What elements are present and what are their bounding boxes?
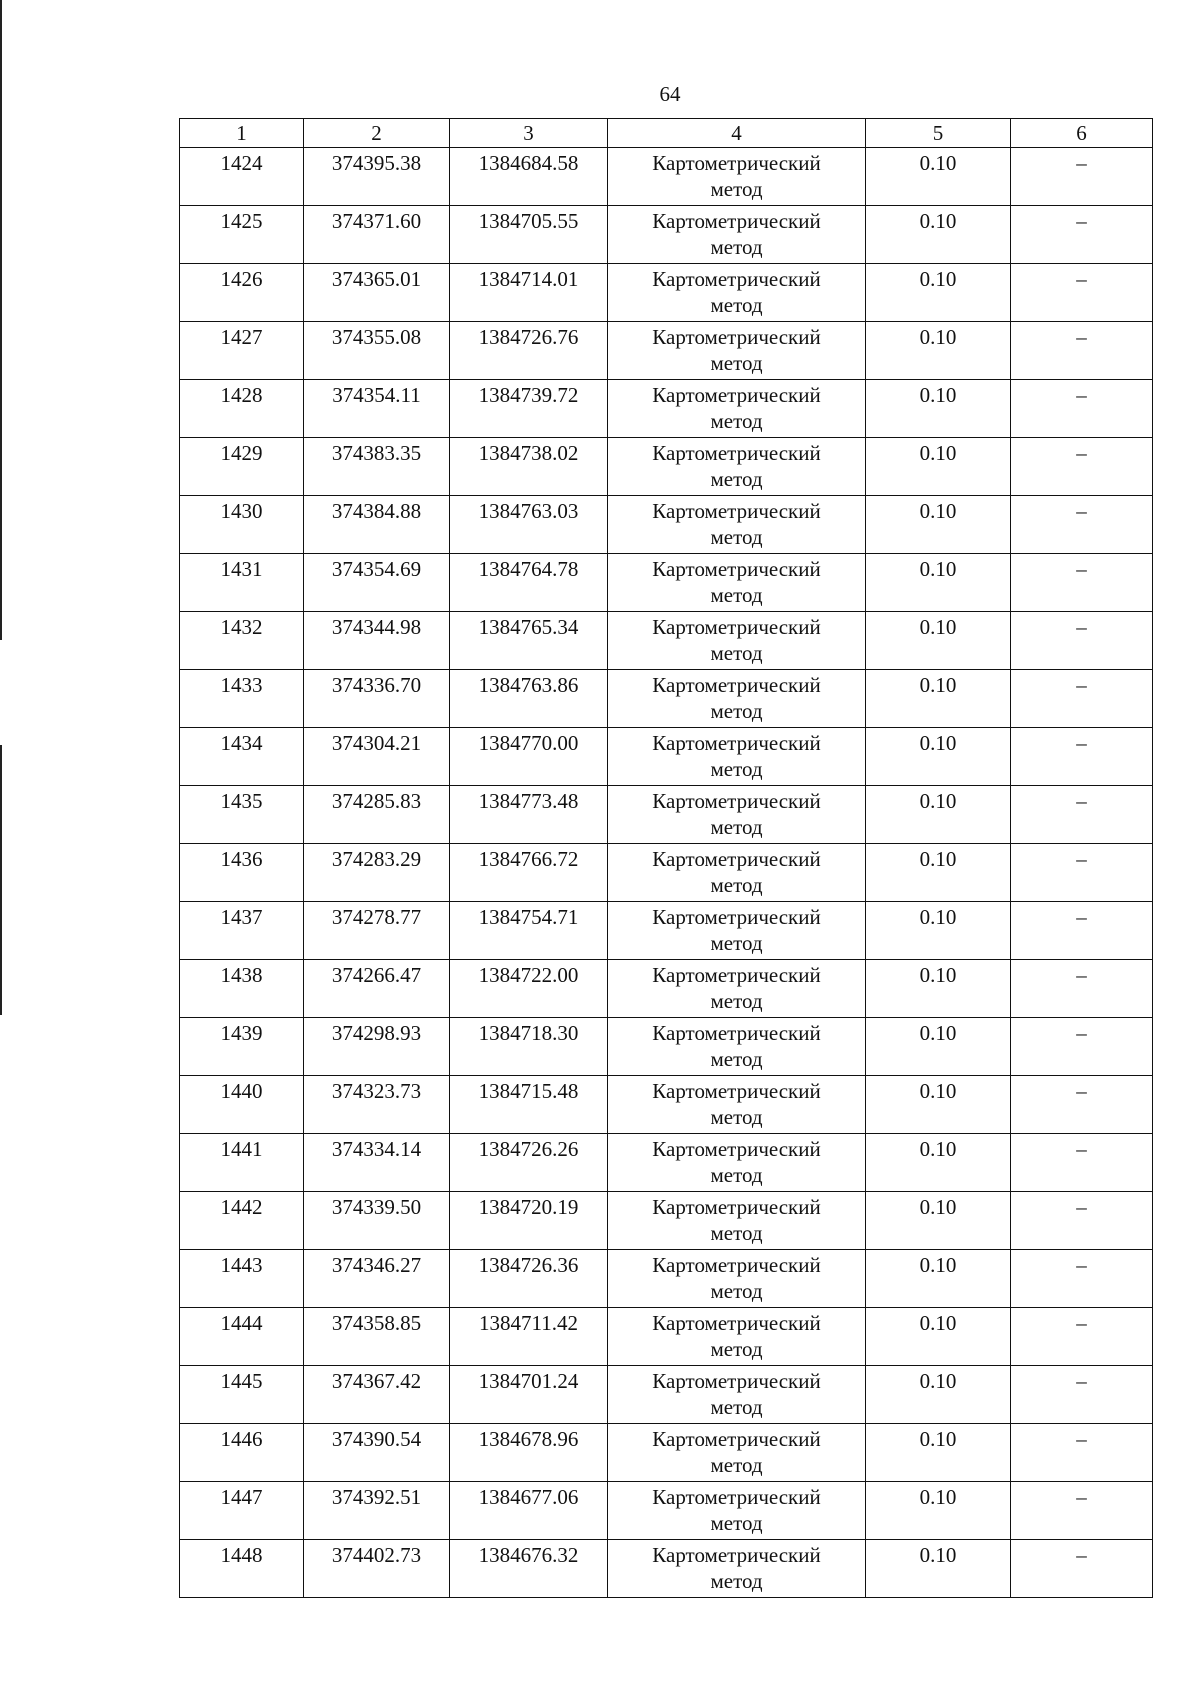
method-cell (608, 670, 866, 728)
point-number: 1426 (180, 264, 304, 322)
method-cell (608, 786, 866, 844)
method-line-1: Картометрический (652, 1485, 821, 1509)
accuracy-value: 0.10 (866, 844, 1011, 902)
table-row (180, 554, 1153, 612)
method-cell (608, 1076, 866, 1134)
accuracy-value: 0.10 (866, 1540, 1011, 1598)
page-number: 64 (659, 82, 681, 106)
note-value: – (1011, 1192, 1153, 1250)
scan-edge-top (0, 0, 2, 640)
table-row (180, 1366, 1153, 1424)
coordinate-x: 374395.38 (304, 148, 450, 206)
coordinate-y: 1384766.72 (450, 844, 608, 902)
table-row (180, 148, 1153, 206)
method-line-2: метод (710, 989, 763, 1013)
method-cell (608, 902, 866, 960)
note-value: – (1011, 902, 1153, 960)
method-cell (608, 496, 866, 554)
method-cell (608, 322, 866, 380)
column-header-3: 3 (450, 119, 608, 148)
method-line-2: метод (710, 1395, 763, 1419)
coordinate-x: 374383.35 (304, 438, 450, 496)
coordinate-x: 374354.11 (304, 380, 450, 438)
coordinate-x: 374402.73 (304, 1540, 450, 1598)
method-cell (608, 1308, 866, 1366)
column-header-1: 1 (180, 119, 304, 148)
coordinate-y: 1384714.01 (450, 264, 608, 322)
coordinates-table (179, 118, 1153, 1598)
method-line-2: метод (710, 235, 763, 259)
accuracy-value: 0.10 (866, 322, 1011, 380)
method-line-2: метод (710, 873, 763, 897)
note-value: – (1011, 1366, 1153, 1424)
table-row (180, 844, 1153, 902)
method-line-2: метод (710, 1569, 763, 1593)
method-line-1: Картометрический (652, 267, 821, 291)
point-number: 1444 (180, 1308, 304, 1366)
method-line-2: метод (710, 1279, 763, 1303)
coordinate-y: 1384701.24 (450, 1366, 608, 1424)
accuracy-value: 0.10 (866, 1192, 1011, 1250)
method-line-1: Картометрический (652, 1021, 821, 1045)
coordinate-y: 1384739.72 (450, 380, 608, 438)
note-value: – (1011, 1540, 1153, 1598)
method-line-1: Картометрический (652, 151, 821, 175)
note-value: – (1011, 844, 1153, 902)
method-line-1: Картометрический (652, 789, 821, 813)
method-line-2: метод (710, 583, 763, 607)
point-number: 1440 (180, 1076, 304, 1134)
note-value: – (1011, 1076, 1153, 1134)
table-row (180, 1134, 1153, 1192)
scan-edge-middle (0, 745, 2, 1015)
note-value: – (1011, 1308, 1153, 1366)
table-row (180, 960, 1153, 1018)
accuracy-value: 0.10 (866, 554, 1011, 612)
accuracy-value: 0.10 (866, 496, 1011, 554)
coordinate-x: 374339.50 (304, 1192, 450, 1250)
coordinate-y: 1384678.96 (450, 1424, 608, 1482)
table-row (180, 438, 1153, 496)
method-cell (608, 1366, 866, 1424)
method-line-2: метод (710, 1163, 763, 1187)
point-number: 1447 (180, 1482, 304, 1540)
method-cell (608, 380, 866, 438)
coordinate-y: 1384720.19 (450, 1192, 608, 1250)
method-line-2: метод (710, 815, 763, 839)
point-number: 1434 (180, 728, 304, 786)
method-line-2: метод (710, 1511, 763, 1535)
method-line-1: Картометрический (652, 963, 821, 987)
table-row (180, 380, 1153, 438)
table-row (180, 1018, 1153, 1076)
note-value: – (1011, 960, 1153, 1018)
coordinate-x: 374365.01 (304, 264, 450, 322)
point-number: 1428 (180, 380, 304, 438)
coordinate-y: 1384677.06 (450, 1482, 608, 1540)
method-cell (608, 728, 866, 786)
coordinate-x: 374278.77 (304, 902, 450, 960)
note-value: – (1011, 554, 1153, 612)
method-line-1: Картометрический (652, 1543, 821, 1567)
coordinate-x: 374304.21 (304, 728, 450, 786)
method-cell (608, 554, 866, 612)
note-value: – (1011, 206, 1153, 264)
accuracy-value: 0.10 (866, 1250, 1011, 1308)
note-value: – (1011, 1424, 1153, 1482)
coordinate-y: 1384726.36 (450, 1250, 608, 1308)
accuracy-value: 0.10 (866, 1134, 1011, 1192)
table-row (180, 786, 1153, 844)
method-cell (608, 1018, 866, 1076)
accuracy-value: 0.10 (866, 612, 1011, 670)
accuracy-value: 0.10 (866, 380, 1011, 438)
coordinate-y: 1384770.00 (450, 728, 608, 786)
accuracy-value: 0.10 (866, 1018, 1011, 1076)
coordinate-y: 1384764.78 (450, 554, 608, 612)
coordinate-y: 1384684.58 (450, 148, 608, 206)
header-row (180, 119, 1153, 148)
method-line-1: Картометрический (652, 325, 821, 349)
point-number: 1442 (180, 1192, 304, 1250)
point-number: 1436 (180, 844, 304, 902)
coordinate-y: 1384711.42 (450, 1308, 608, 1366)
method-cell (608, 264, 866, 322)
table-row (180, 1540, 1153, 1598)
column-header-5: 5 (866, 119, 1011, 148)
method-line-2: метод (710, 525, 763, 549)
note-value: – (1011, 380, 1153, 438)
method-line-2: метод (710, 177, 763, 201)
coordinate-y: 1384773.48 (450, 786, 608, 844)
accuracy-value: 0.10 (866, 902, 1011, 960)
table-row (180, 322, 1153, 380)
table-row (180, 206, 1153, 264)
accuracy-value: 0.10 (866, 264, 1011, 322)
coordinate-y: 1384726.26 (450, 1134, 608, 1192)
table-row (180, 264, 1153, 322)
coordinate-x: 374334.14 (304, 1134, 450, 1192)
table-row (180, 902, 1153, 960)
point-number: 1438 (180, 960, 304, 1018)
method-line-1: Картометрический (652, 905, 821, 929)
method-cell (608, 206, 866, 264)
method-cell (608, 1482, 866, 1540)
coordinate-x: 374344.98 (304, 612, 450, 670)
note-value: – (1011, 496, 1153, 554)
table-row (180, 1076, 1153, 1134)
table-row (180, 1192, 1153, 1250)
coordinate-y: 1384763.86 (450, 670, 608, 728)
method-cell (608, 960, 866, 1018)
coordinate-x: 374298.93 (304, 1018, 450, 1076)
point-number: 1424 (180, 148, 304, 206)
table-row (180, 1308, 1153, 1366)
method-line-2: метод (710, 757, 763, 781)
accuracy-value: 0.10 (866, 148, 1011, 206)
coordinate-y: 1384722.00 (450, 960, 608, 1018)
point-number: 1429 (180, 438, 304, 496)
coordinate-x: 374384.88 (304, 496, 450, 554)
coordinate-y: 1384763.03 (450, 496, 608, 554)
method-line-1: Картометрический (652, 209, 821, 233)
point-number: 1425 (180, 206, 304, 264)
coordinate-x: 374358.85 (304, 1308, 450, 1366)
coordinate-x: 374367.42 (304, 1366, 450, 1424)
method-line-2: метод (710, 1105, 763, 1129)
accuracy-value: 0.10 (866, 728, 1011, 786)
coordinate-y: 1384754.71 (450, 902, 608, 960)
note-value: – (1011, 1018, 1153, 1076)
coordinate-x: 374323.73 (304, 1076, 450, 1134)
point-number: 1433 (180, 670, 304, 728)
method-line-1: Картометрический (652, 731, 821, 755)
method-line-1: Картометрический (652, 1137, 821, 1161)
accuracy-value: 0.10 (866, 1076, 1011, 1134)
coordinate-x: 374354.69 (304, 554, 450, 612)
table-row (180, 670, 1153, 728)
method-line-1: Картометрический (652, 615, 821, 639)
coordinate-x: 374390.54 (304, 1424, 450, 1482)
note-value: – (1011, 1250, 1153, 1308)
method-line-2: метод (710, 467, 763, 491)
column-header-4: 4 (608, 119, 866, 148)
method-line-2: метод (710, 699, 763, 723)
point-number: 1439 (180, 1018, 304, 1076)
method-line-2: метод (710, 1453, 763, 1477)
point-number: 1430 (180, 496, 304, 554)
note-value: – (1011, 1482, 1153, 1540)
table-header (180, 119, 1153, 148)
point-number: 1443 (180, 1250, 304, 1308)
method-line-1: Картометрический (652, 847, 821, 871)
coordinate-y: 1384705.55 (450, 206, 608, 264)
method-cell (608, 612, 866, 670)
method-line-1: Картометрический (652, 1195, 821, 1219)
point-number: 1435 (180, 786, 304, 844)
point-number: 1448 (180, 1540, 304, 1598)
table-row (180, 1424, 1153, 1482)
coordinate-x: 374266.47 (304, 960, 450, 1018)
method-cell (608, 1424, 866, 1482)
accuracy-value: 0.10 (866, 1424, 1011, 1482)
note-value: – (1011, 438, 1153, 496)
accuracy-value: 0.10 (866, 438, 1011, 496)
coordinate-y: 1384676.32 (450, 1540, 608, 1598)
coordinate-x: 374285.83 (304, 786, 450, 844)
coordinate-x: 374346.27 (304, 1250, 450, 1308)
method-line-2: метод (710, 641, 763, 665)
method-line-1: Картометрический (652, 383, 821, 407)
method-line-1: Картометрический (652, 1427, 821, 1451)
coordinate-x: 374355.08 (304, 322, 450, 380)
method-cell (608, 1134, 866, 1192)
method-line-1: Картометрический (652, 673, 821, 697)
accuracy-value: 0.10 (866, 786, 1011, 844)
method-cell (608, 438, 866, 496)
point-number: 1437 (180, 902, 304, 960)
table-row (180, 1250, 1153, 1308)
coordinate-x: 374336.70 (304, 670, 450, 728)
coordinate-x: 374283.29 (304, 844, 450, 902)
method-line-1: Картометрический (652, 441, 821, 465)
method-line-2: метод (710, 931, 763, 955)
column-header-2: 2 (304, 119, 450, 148)
accuracy-value: 0.10 (866, 1366, 1011, 1424)
method-line-2: метод (710, 1337, 763, 1361)
note-value: – (1011, 612, 1153, 670)
table-row (180, 728, 1153, 786)
accuracy-value: 0.10 (866, 960, 1011, 1018)
note-value: – (1011, 264, 1153, 322)
accuracy-value: 0.10 (866, 1482, 1011, 1540)
note-value: – (1011, 786, 1153, 844)
accuracy-value: 0.10 (866, 670, 1011, 728)
method-cell (608, 1540, 866, 1598)
note-value: – (1011, 148, 1153, 206)
note-value: – (1011, 670, 1153, 728)
accuracy-value: 0.10 (866, 206, 1011, 264)
coordinate-y: 1384738.02 (450, 438, 608, 496)
point-number: 1446 (180, 1424, 304, 1482)
coordinate-x: 374371.60 (304, 206, 450, 264)
point-number: 1445 (180, 1366, 304, 1424)
column-header-6: 6 (1011, 119, 1153, 148)
point-number: 1441 (180, 1134, 304, 1192)
method-cell (608, 148, 866, 206)
point-number: 1431 (180, 554, 304, 612)
method-line-2: метод (710, 1047, 763, 1071)
method-line-2: метод (710, 293, 763, 317)
table-row (180, 1482, 1153, 1540)
method-cell (608, 844, 866, 902)
method-line-1: Картометрический (652, 1311, 821, 1335)
note-value: – (1011, 1134, 1153, 1192)
coordinate-y: 1384715.48 (450, 1076, 608, 1134)
method-line-1: Картометрический (652, 557, 821, 581)
method-cell (608, 1250, 866, 1308)
point-number: 1427 (180, 322, 304, 380)
method-cell (608, 1192, 866, 1250)
method-line-2: метод (710, 351, 763, 375)
coordinate-y: 1384726.76 (450, 322, 608, 380)
coordinate-y: 1384718.30 (450, 1018, 608, 1076)
coordinate-x: 374392.51 (304, 1482, 450, 1540)
method-line-2: метод (710, 1221, 763, 1245)
table-row (180, 496, 1153, 554)
method-line-1: Картометрический (652, 1369, 821, 1393)
point-number: 1432 (180, 612, 304, 670)
method-line-2: метод (710, 409, 763, 433)
table-row (180, 612, 1153, 670)
method-line-1: Картометрический (652, 1253, 821, 1277)
method-line-1: Картометрический (652, 499, 821, 523)
coordinate-y: 1384765.34 (450, 612, 608, 670)
method-line-1: Картометрический (652, 1079, 821, 1103)
note-value: – (1011, 728, 1153, 786)
note-value: – (1011, 322, 1153, 380)
accuracy-value: 0.10 (866, 1308, 1011, 1366)
table-body (180, 148, 1153, 1598)
